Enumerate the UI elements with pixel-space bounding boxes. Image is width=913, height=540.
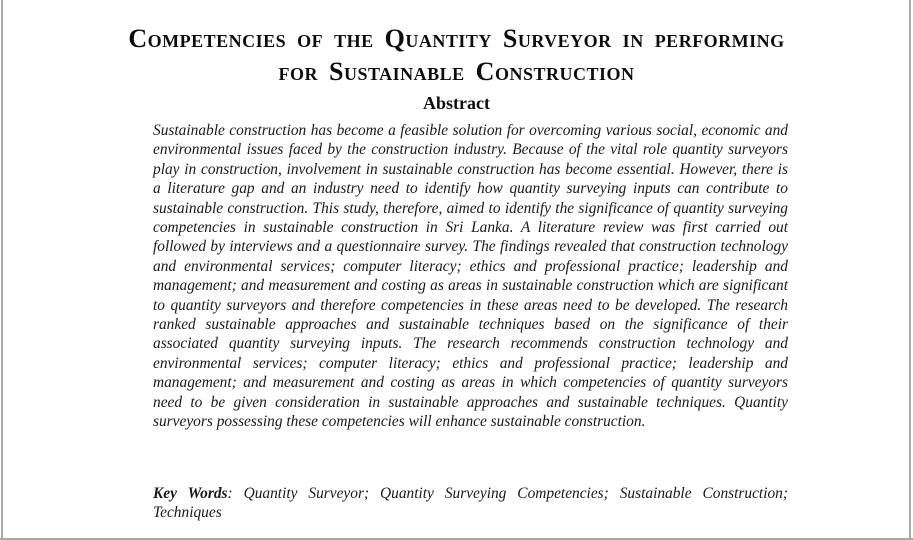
- keywords-text: : Quantity Surveyor; Quantity Surveying Competencies; Sustainable Construction; Techniques: [153, 485, 788, 522]
- abstract-heading: Abstract: [423, 93, 490, 113]
- paper-title-line1: Competencies of the Quantity Surveyor in performing: [128, 24, 785, 53]
- keywords-label: Key Words: [153, 485, 228, 502]
- keywords: [153, 484, 788, 523]
- abstract-text: Sustainable construction has become a feasible solution for overcoming various social, economic and environmental issues faced by the construction industry. Because of the vital role quantity surveyors play in construction, involvement in sustainable construction has become essential. However, there is a literature gap and an industry need to identify how quantity surveying inputs can contribute to sustainable construction. This study, therefore, aimed to identify the significance of quantity surveying competencies in sustainable construction in Sri Lanka. A literature review was first carried out followed by interviews and a questionnaire survey. The findings revealed that construction technology and environmental services; computer literacy; ethics and professional practice; leadership and management; and measurement and costing as areas in sustainable construction which are significant to quantity surveyors and therefore competencies in these areas need to be developed. The research ranked sustainable approaches and sustainable techniques based on the significance of their associated quantity surveying inputs. The research recommends construction technology and environmental services; computer literacy; ethics and professional practice; leadership and management; and measurement and costing as areas in which competencies of quantity surveyors need to be given consideration in sustainable approaches and sustainable techniques. Quantity surveyors possessing these competencies will enhance sustainable construction.: [153, 122, 788, 431]
- paper-title: [0, 22, 913, 88]
- paper-title-line2: for Sustainable Construction: [278, 57, 635, 86]
